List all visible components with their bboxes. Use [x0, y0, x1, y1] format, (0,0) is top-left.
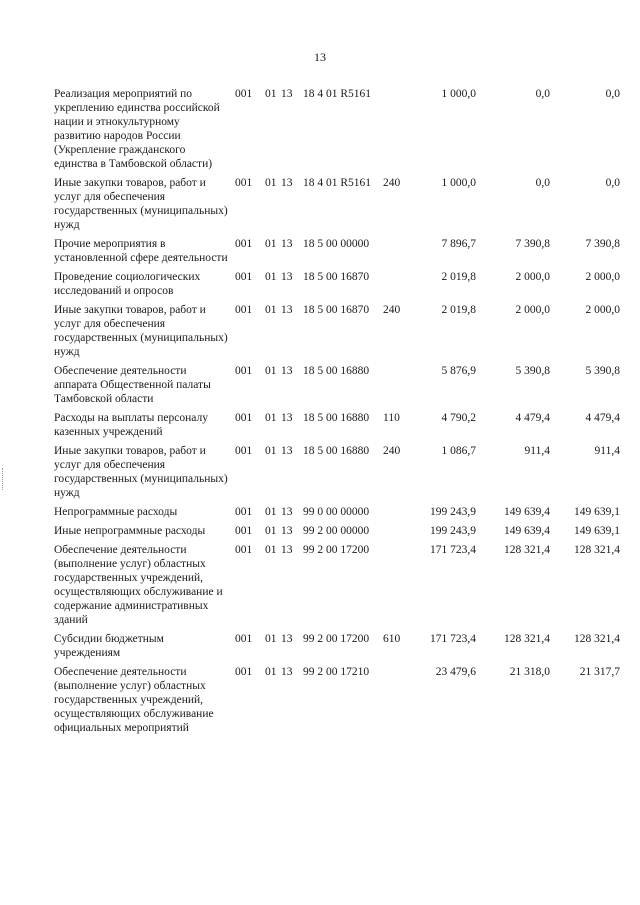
amount-year-3: 149 639,1: [574, 506, 620, 518]
subsection-code: 13: [281, 88, 293, 100]
table-row: [54, 411, 620, 444]
ministry-code: 001: [235, 666, 253, 678]
item-name: Обеспечение деятельности аппарата Общественной палаты Тамбовской области: [54, 365, 211, 405]
expense-type-code: 240: [383, 445, 401, 457]
section-code: 01: [265, 666, 277, 678]
item-name: Реализация мероприятий по укреплению единства российской нации и этнокультурному развитию народов России (Укрепление гражданского единства в Тамбовской области): [54, 88, 220, 170]
amount-year-2: 21 318,0: [509, 666, 550, 678]
item-name: Иные закупки товаров, работ и услуг для обеспечения государственных (муниципальных) нужд: [54, 304, 228, 358]
table-row: [54, 505, 620, 524]
ministry-code: 001: [235, 365, 253, 377]
amount-year-2: 0,0: [535, 177, 550, 189]
amount-year-1: 2 019,8: [441, 271, 476, 283]
amount-year-2: 2 000,0: [515, 271, 550, 283]
section-code: 01: [265, 506, 277, 518]
amount-year-3: 2 000,0: [585, 271, 620, 283]
amount-year-3: 7 390,8: [585, 238, 620, 250]
expense-type-code: 610: [383, 633, 401, 645]
amount-year-1: 171 723,4: [430, 633, 476, 645]
amount-year-2: 128 321,4: [504, 633, 550, 645]
amount-year-1: 23 479,6: [435, 666, 476, 678]
item-name: Иные закупки товаров, работ и услуг для обеспечения государственных (муниципальных) нужд: [54, 177, 228, 231]
ministry-code: 001: [235, 445, 253, 457]
amount-year-2: 149 639,4: [504, 506, 550, 518]
expense-type-code: [380, 543, 410, 632]
target-article-code: 18 5 00 00000: [303, 238, 370, 250]
ministry-code: 001: [235, 525, 253, 537]
expense-type-code: [380, 237, 410, 270]
ministry-code: 001: [235, 633, 253, 645]
table-row: [54, 87, 620, 176]
expense-type-code: [380, 87, 410, 176]
section-code: 01: [265, 304, 277, 316]
amount-year-1: 5 876,9: [441, 365, 476, 377]
ministry-code: 001: [235, 271, 253, 283]
table-row: [54, 543, 620, 632]
target-article-code: 99 2 00 17210: [303, 666, 370, 678]
section-code: 01: [265, 633, 277, 645]
amount-year-2: 2 000,0: [515, 304, 550, 316]
amount-year-3: 21 317,7: [579, 666, 620, 678]
table-row: [54, 364, 620, 411]
amount-year-3: 5 390,8: [585, 365, 620, 377]
amount-year-1: 4 790,2: [441, 412, 476, 424]
target-article-code: 18 5 00 16870: [303, 304, 370, 316]
expense-type-code: [380, 665, 410, 740]
section-code: 01: [265, 271, 277, 283]
section-code: 01: [265, 365, 277, 377]
table-body: [54, 87, 620, 740]
table-row: [54, 237, 620, 270]
expense-type-code: 240: [383, 177, 401, 189]
target-article-code: 18 5 00 16880: [303, 412, 370, 424]
item-name: Субсидии бюджетным учреждениям: [54, 633, 164, 659]
page-number: 13: [314, 50, 326, 64]
target-article-code: 18 4 01 R5161: [303, 177, 372, 189]
amount-year-3: 2 000,0: [585, 304, 620, 316]
subsection-code: 13: [281, 238, 293, 250]
ministry-code: 001: [235, 177, 253, 189]
amount-year-3: 128 321,4: [574, 544, 620, 556]
section-code: 01: [265, 544, 277, 556]
ministry-code: 001: [235, 238, 253, 250]
ministry-code: 001: [235, 544, 253, 556]
amount-year-1: 2 019,8: [441, 304, 476, 316]
item-name: Проведение социологических исследований и опросов: [54, 271, 201, 297]
table-row: [54, 444, 620, 505]
target-article-code: 18 5 00 16870: [303, 271, 370, 283]
amount-year-2: 128 321,4: [504, 544, 550, 556]
target-article-code: 18 5 00 16880: [303, 365, 370, 377]
expense-type-code: 110: [383, 412, 400, 424]
expense-type-code: [380, 524, 410, 543]
amount-year-1: 1 086,7: [441, 445, 476, 457]
table-row: [54, 524, 620, 543]
amount-year-3: 0,0: [605, 88, 620, 100]
amount-year-2: 911,4: [524, 445, 550, 457]
target-article-code: 99 2 00 17200: [303, 544, 370, 556]
amount-year-1: 199 243,9: [430, 506, 476, 518]
item-name: Иные закупки товаров, работ и услуг для обеспечения государственных (муниципальных) нужд: [54, 445, 228, 499]
budget-table: [54, 87, 620, 740]
subsection-code: 13: [281, 633, 293, 645]
ministry-code: 001: [235, 88, 253, 100]
target-article-code: 18 4 01 R5161: [303, 88, 372, 100]
target-article-code: 18 5 00 16880: [303, 445, 370, 457]
amount-year-2: 0,0: [535, 88, 550, 100]
section-code: 01: [265, 525, 277, 537]
section-code: 01: [265, 445, 277, 457]
item-name: Обеспечение деятельности (выполнение услуг) областных государственных учреждений, осуществляющих обслуживание официальных мероприятий: [54, 666, 214, 734]
ministry-code: 001: [235, 506, 253, 518]
subsection-code: 13: [281, 506, 293, 518]
subsection-code: 13: [281, 412, 293, 424]
amount-year-2: 7 390,8: [515, 238, 550, 250]
section-code: 01: [265, 177, 277, 189]
margin-mark: [2, 468, 5, 490]
amount-year-1: 1 000,0: [441, 177, 476, 189]
table-row: [54, 176, 620, 237]
target-article-code: 99 2 00 00000: [303, 525, 370, 537]
item-name: Обеспечение деятельности (выполнение услуг) областных государственных учреждений, осуществляющих обслуживание и содержание административных зданий: [54, 544, 223, 626]
item-name: Прочие мероприятия в установленной сфере деятельности: [54, 238, 228, 264]
section-code: 01: [265, 412, 277, 424]
subsection-code: 13: [281, 365, 293, 377]
amount-year-1: 199 243,9: [430, 525, 476, 537]
item-name: Непрограммные расходы: [54, 506, 178, 518]
subsection-code: 13: [281, 304, 293, 316]
amount-year-2: 4 479,4: [515, 412, 550, 424]
amount-year-2: 149 639,4: [504, 525, 550, 537]
amount-year-3: 911,4: [594, 445, 620, 457]
amount-year-1: 1 000,0: [441, 88, 476, 100]
subsection-code: 13: [281, 525, 293, 537]
item-name: Расходы на выплаты персоналу казенных учреждений: [54, 412, 208, 438]
section-code: 01: [265, 88, 277, 100]
amount-year-3: 128 321,4: [574, 633, 620, 645]
subsection-code: 13: [281, 271, 293, 283]
amount-year-3: 0,0: [605, 177, 620, 189]
subsection-code: 13: [281, 666, 293, 678]
subsection-code: 13: [281, 177, 293, 189]
ministry-code: 001: [235, 412, 253, 424]
amount-year-3: 149 639,1: [574, 525, 620, 537]
expense-type-code: [380, 505, 410, 524]
table-row: [54, 665, 620, 740]
ministry-code: 001: [235, 304, 253, 316]
table-row: [54, 303, 620, 364]
target-article-code: 99 2 00 17200: [303, 633, 370, 645]
subsection-code: 13: [281, 445, 293, 457]
amount-year-2: 5 390,8: [515, 365, 550, 377]
table-row: [54, 632, 620, 665]
expense-type-code: 240: [383, 304, 401, 316]
item-name: Иные непрограммные расходы: [54, 525, 206, 537]
expense-type-code: [380, 270, 410, 303]
target-article-code: 99 0 00 00000: [303, 506, 370, 518]
section-code: 01: [265, 238, 277, 250]
table-row: [54, 270, 620, 303]
subsection-code: 13: [281, 544, 293, 556]
amount-year-3: 4 479,4: [585, 412, 620, 424]
amount-year-1: 7 896,7: [441, 238, 476, 250]
amount-year-1: 171 723,4: [430, 544, 476, 556]
expense-type-code: [380, 364, 410, 411]
